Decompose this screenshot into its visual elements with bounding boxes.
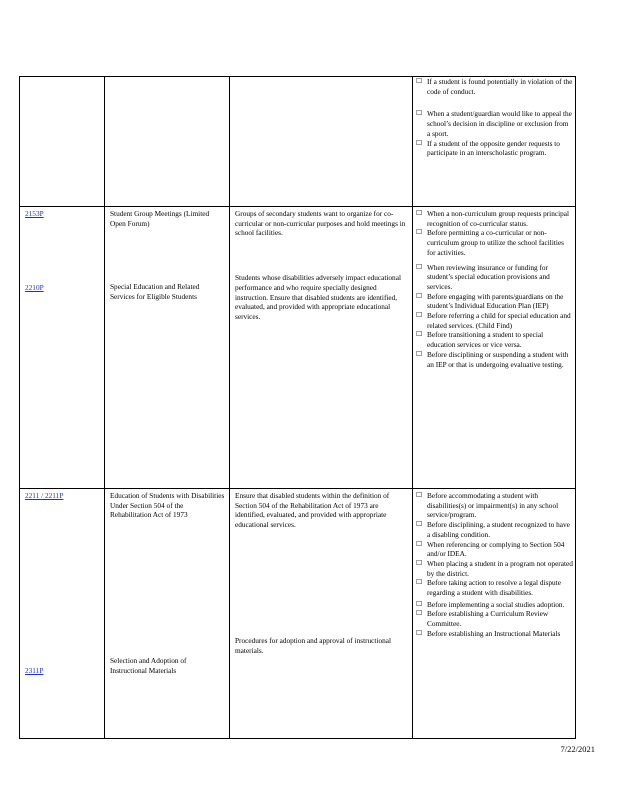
bullet-icon: ☐: [416, 228, 423, 237]
list-item: ☐ If a student of the opposite gender requests to participate in an interscholastic program.: [416, 138, 560, 158]
title-cell: [105, 207, 230, 489]
list-item: ☐ When a student/guardian would like to appeal the school’s decision in discipline or exclusion from a sport.: [416, 109, 572, 138]
list-item: ☐ Before engaging with parents/guardians on the student’s Individual Education Plan (IEP): [416, 291, 564, 311]
list-item: ☐ When placing a student in a program not operated by the district.: [416, 558, 573, 578]
bullet-icon: ☐: [416, 209, 423, 217]
bullet-list: [413, 600, 575, 639]
policy-description: Students whose disabilities adversely impact educational performance and who require specially designed instruction. Ensure that disabled students are identified, evaluated, and provided with appropriate educational services.: [235, 273, 401, 321]
list-item: ☐ Before accommodating a student with disabilities(s) or impairment(s) in any school service/program.: [416, 491, 559, 520]
policy-description: Procedures for adoption and approval of instructional materials.: [235, 635, 392, 655]
bullet-list: [413, 207, 575, 258]
table-row: [20, 207, 576, 489]
bullet-icon: ☐: [416, 262, 423, 271]
bullet-icon: ☐: [416, 539, 423, 548]
policy-title: Selection and Adoption of Instructional Materials: [110, 656, 187, 675]
bullet-icon: ☐: [416, 77, 423, 85]
policy-description: Ensure that disabled students within the definition of Section 504 of the Rehabilitation Act of 1973 are identified, evaluated, and provided with appropriate educational services.: [235, 491, 390, 530]
list-item: ☐ When a non-curriculum group requests principal recognition of co-curricular status.: [416, 209, 570, 228]
title-cell: [105, 489, 230, 739]
list-item: ☐ Before disciplining, a student recognized to have a disabling condition.: [416, 520, 570, 539]
bullet-icon: ☐: [416, 558, 423, 567]
list-item: ☐ When referencing or complying to Section 504 and/or IDEA.: [416, 539, 565, 559]
list-item: ☐ Before establishing a Curriculum Review Committee.: [416, 609, 549, 629]
bullet-icon: ☐: [416, 578, 423, 587]
list-item: ☐ Before referring a child for special education and related services. (Child Find): [416, 311, 571, 330]
bullet-icon: ☐: [416, 109, 423, 118]
bullet-icon: ☐: [416, 520, 423, 529]
policy-title: Student Group Meetings (Limited Open Forum): [110, 209, 210, 228]
list-item: ☐ When reviewing insurance or funding for student’s special education provisions and services.: [416, 262, 550, 291]
list-item: ☐ Before establishing an Instructional Materials: [416, 628, 561, 638]
list-item: ☐ Before disciplining or suspending a student with an IEP or that is undergoing evaluative testing.: [416, 349, 569, 369]
bullet-icon: ☐: [416, 291, 423, 300]
code-cell: [20, 77, 105, 207]
description-cell: [230, 207, 413, 489]
policy-code[interactable]: 2311P: [25, 665, 44, 675]
description-cell: [230, 489, 413, 739]
bullets-cell: [413, 489, 576, 739]
policy-title: [105, 77, 229, 78]
table-row: [20, 489, 576, 739]
bullet-icon: ☐: [416, 330, 423, 339]
bullet-list: [413, 489, 575, 598]
bullet-icon: ☐: [416, 628, 423, 637]
bullets-cell: [413, 207, 576, 489]
list-item: ☐ Before transitioning a student to special education services or vice versa.: [416, 330, 544, 350]
bullet-icon: ☐: [416, 599, 423, 608]
description-cell: [230, 77, 413, 207]
policy-description: [230, 77, 412, 78]
footer-date: 7/22/2021: [560, 744, 595, 754]
bullet-list: [413, 77, 575, 158]
list-item: ☐ If a student is found potentially in violation of the code of conduct.: [416, 77, 573, 96]
bullet-icon: ☐: [416, 349, 423, 358]
policy-code[interactable]: 2211 / 2211P: [25, 491, 64, 500]
policy-code[interactable]: 2210P: [25, 282, 44, 292]
bullet-icon: ☐: [416, 311, 423, 320]
code-cell: [20, 207, 105, 489]
list-item: ☐ Before permitting a co-curricular or non-curriculum group to utilize the school facilities for activities.: [416, 228, 564, 257]
code-cell: [20, 489, 105, 739]
list-item: ☐ Before implementing a social studies adoption.: [416, 599, 565, 609]
policy-title: Special Education and Related Services for Eligible Students: [110, 282, 200, 302]
title-cell: [105, 77, 230, 207]
policy-code[interactable]: 2153P: [25, 209, 44, 218]
policy-title: Education of Students with Disabilities Under Section 504 of the Rehabilitation Act of 1973: [110, 491, 225, 520]
bullet-icon: ☐: [416, 609, 423, 618]
bullets-cell: [413, 77, 576, 207]
table-row: [20, 77, 576, 207]
bullet-list: [413, 263, 575, 370]
policy-table: [19, 76, 576, 739]
bullet-icon: ☐: [416, 491, 423, 499]
policy-description: Groups of secondary students want to organize for co-curricular or non-curricular purposes and hold meetings in school facilities.: [235, 209, 406, 238]
bullet-icon: ☐: [416, 138, 423, 147]
list-item: ☐ Before taking action to resolve a legal dispute regarding a student with disabilities.: [416, 578, 561, 598]
